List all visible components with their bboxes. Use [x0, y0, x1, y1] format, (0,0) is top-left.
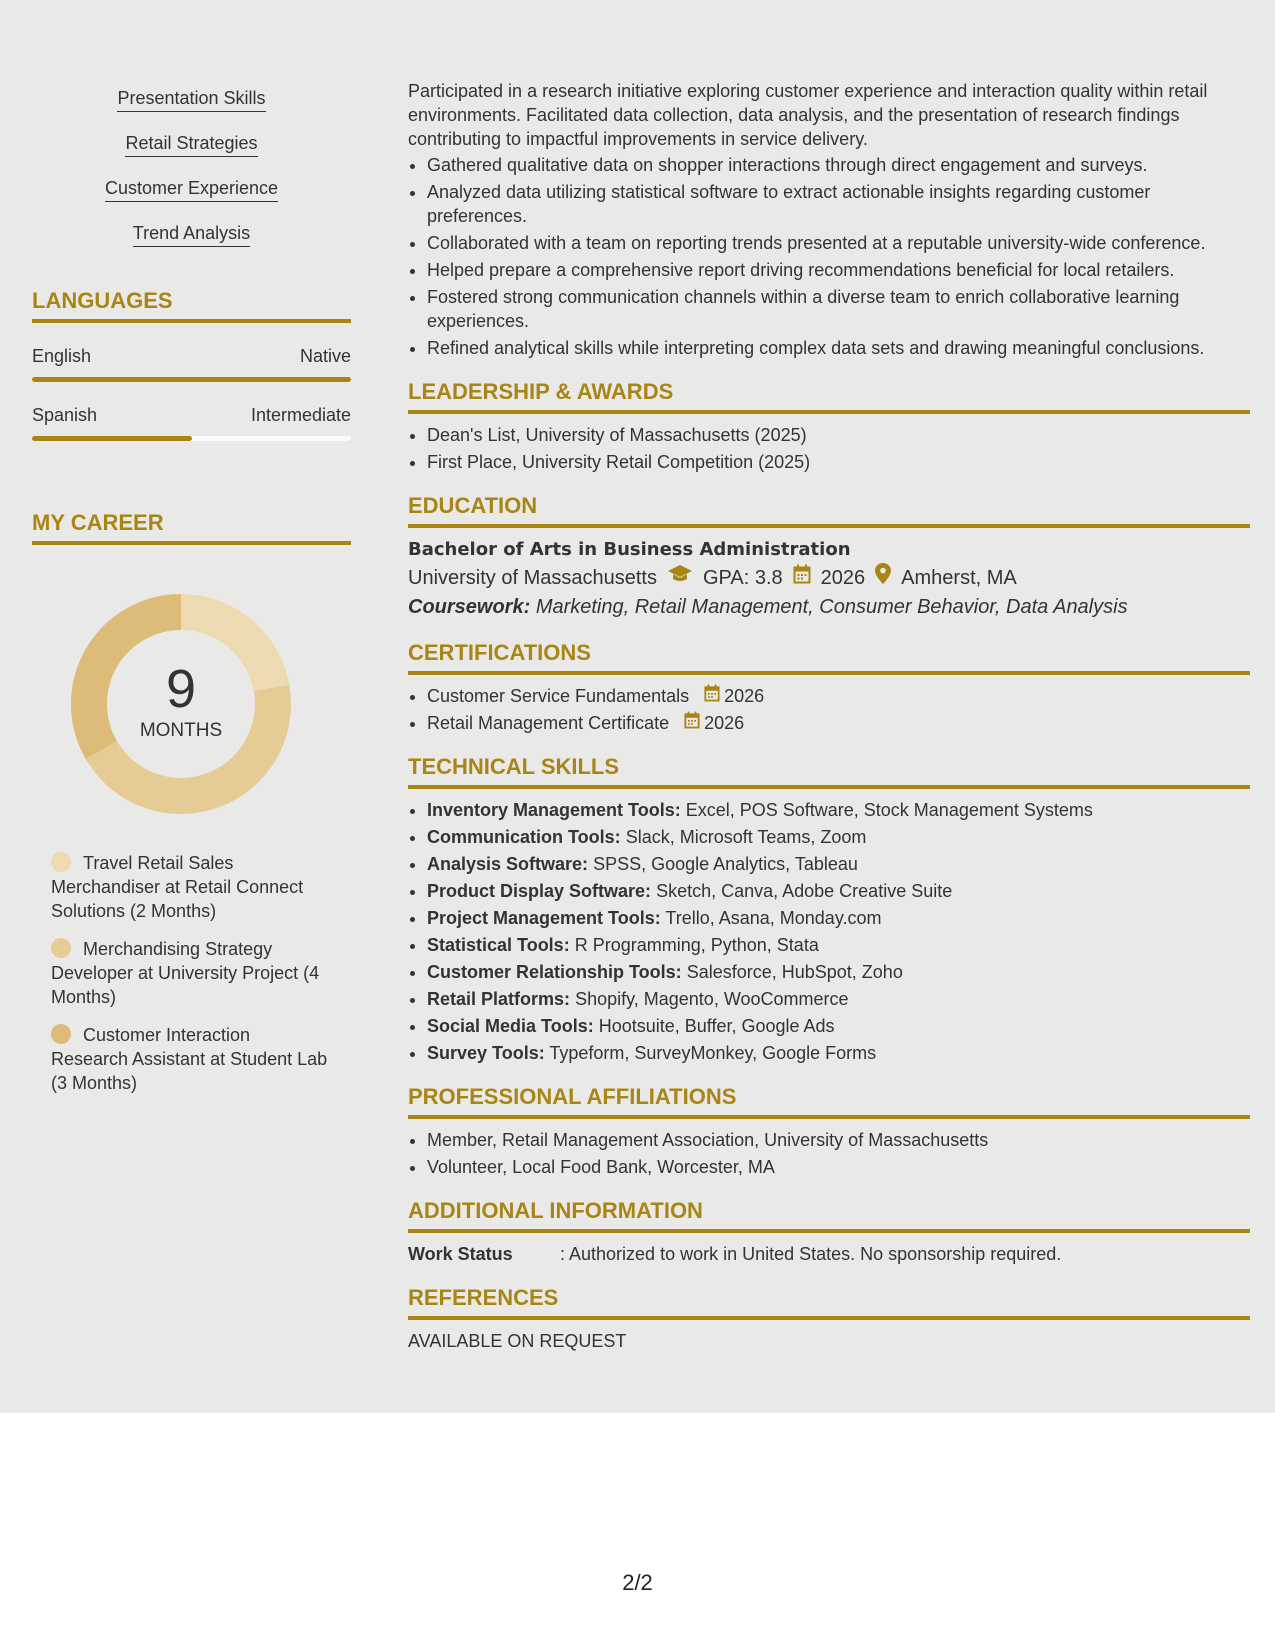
degree-title: Bachelor of Arts in Business Administration [408, 539, 851, 560]
location-pin-icon [875, 563, 891, 593]
career-role: Customer Interaction Research Assistant at Student Lab (3 Months) [51, 1025, 328, 1093]
skill-category: Analysis Software: [427, 854, 589, 874]
coursework [408, 593, 1250, 621]
experience-summary: Participated in a research initiative exploring customer experience and interaction quality within retail environments. Facilitated data collection, data analysis, and the presentation of research findings contributing to impactful improvements in service delivery. [408, 81, 1208, 149]
skill-tag: Customer Experience [105, 176, 278, 202]
skills-list [32, 86, 351, 247]
left-column [32, 86, 351, 1109]
skill-category: Project Management Tools: [427, 908, 661, 928]
technical-skill-item [427, 960, 1250, 984]
work-status-label: Work Status [408, 1244, 513, 1264]
technical-skills-heading: TECHNICAL SKILLS [408, 753, 1250, 789]
references-text: AVAILABLE ON REQUEST [408, 1331, 627, 1351]
certification-date [684, 711, 744, 735]
technical-skill-item [427, 1041, 1250, 1065]
leadership-heading: LEADERSHIP & AWARDS [408, 378, 1250, 414]
certification-year: 2026 [704, 713, 745, 733]
certification-item [427, 684, 1250, 708]
school-location: Amherst, MA [901, 567, 1017, 589]
technical-skill-item [427, 933, 1250, 957]
skill-category: Retail Platforms: [427, 989, 571, 1009]
experience-bullet: • Analyzed data utilizing statistical software to extract actionable insights regarding customer preferences. [427, 180, 1250, 228]
certification-item [427, 711, 1250, 735]
calendar-icon [684, 711, 700, 735]
career-legend-item [51, 1023, 331, 1095]
skill-values: Trello, Asana, Monday.com [665, 908, 882, 928]
technical-skill-item [427, 852, 1250, 876]
affiliations-section [408, 1083, 1250, 1179]
leadership-section [408, 378, 1250, 474]
school-name: University of Massachusetts [408, 567, 657, 589]
experience-bullet: • Gathered qualitative data on shopper interactions through direct engagement and surveys. [427, 153, 1250, 177]
technical-skills-section [408, 753, 1250, 1065]
technical-skill-item [427, 987, 1250, 1011]
language-item [32, 404, 351, 441]
skill-values: Slack, Microsoft Teams, Zoom [625, 827, 867, 847]
skill-category: Product Display Software: [427, 881, 652, 901]
certifications-section [408, 639, 1250, 735]
career-role: Merchandising Strategy Developer at University Project (4 Months) [51, 939, 320, 1007]
coursework-list: Marketing, Retail Management, Consumer Behavior, Data Analysis [535, 596, 1128, 618]
experience-bullet: • Refined analytical skills while interpreting complex data sets and drawing meaningful conclusions. [427, 336, 1250, 360]
legend-dot [51, 852, 71, 872]
skill-category: Customer Relationship Tools: [427, 962, 682, 982]
education-section [408, 492, 1250, 621]
legend-dot [51, 1024, 71, 1044]
technical-skill-item [427, 798, 1250, 822]
references-heading: REFERENCES [408, 1284, 1250, 1320]
experience-bullet: • Fostered strong communication channels within a diverse team to enrich collaborative learning experiences. [427, 285, 1250, 333]
graduation-year: 2026 [820, 567, 866, 589]
language-name: Spanish [32, 405, 98, 425]
technical-skill-item [427, 879, 1250, 903]
certification-name: Retail Management Certificate [427, 713, 670, 733]
legend-dot [51, 938, 71, 958]
certifications-heading: CERTIFICATIONS [408, 639, 1250, 675]
coursework-label: Coursework: [408, 596, 531, 618]
language-proficiency-fill [32, 436, 192, 441]
skill-category: Communication Tools: [427, 827, 621, 847]
certification-name: Customer Service Fundamentals [427, 686, 690, 706]
work-status-value: : Authorized to work in United States. No sponsorship required. [560, 1244, 1062, 1264]
additional-info-heading: ADDITIONAL INFORMATION [408, 1197, 1250, 1233]
affiliations-heading: PROFESSIONAL AFFILIATIONS [408, 1083, 1250, 1119]
skill-values: SPSS, Google Analytics, Tableau [593, 854, 858, 874]
certification-date [704, 684, 764, 708]
technical-skill-item [427, 825, 1250, 849]
award-item: • First Place, University Retail Competition (2025) [427, 450, 1250, 474]
experience-section [408, 79, 1250, 360]
career-legend [32, 851, 331, 1095]
language-item [32, 345, 351, 382]
skill-category: Inventory Management Tools: [427, 800, 681, 820]
skill-category: Statistical Tools: [427, 935, 570, 955]
graduation-cap-icon [667, 563, 693, 593]
skill-tag: Retail Strategies [125, 131, 257, 157]
language-proficiency-bar [32, 436, 351, 441]
skill-values: R Programming, Python, Stata [574, 935, 819, 955]
language-level: Intermediate [250, 405, 351, 425]
gpa: GPA: 3.8 [702, 567, 783, 589]
affiliation-item: • Member, Retail Management Association, University of Massachusetts [427, 1128, 1250, 1152]
language-proficiency-fill [32, 377, 351, 382]
work-status-row [408, 1242, 1250, 1266]
certifications-list [408, 684, 1250, 735]
skill-tag: Trend Analysis [133, 221, 250, 247]
award-item: • Dean's List, University of Massachusetts (2025) [427, 423, 1250, 447]
additional-info-section [408, 1197, 1250, 1266]
language-name: English [32, 346, 92, 366]
experience-bullet: • Collaborated with a team on reporting trends presented at a reputable university-wide conference. [427, 231, 1250, 255]
skill-values: Sketch, Canva, Adobe Creative Suite [656, 881, 953, 901]
calendar-icon [793, 563, 811, 593]
skill-values: Excel, POS Software, Stock Management Systems [685, 800, 1093, 820]
right-column [408, 79, 1250, 1353]
career-donut-chart [66, 589, 296, 819]
skill-values: Typeform, SurveyMonkey, Google Forms [549, 1043, 877, 1063]
career-total-unit: MONTHS [139, 720, 223, 741]
language-level: Native [299, 346, 351, 366]
affiliation-item: • Volunteer, Local Food Bank, Worcester, MA [427, 1155, 1250, 1179]
skill-tag: Presentation Skills [117, 86, 265, 112]
education-heading: EDUCATION [408, 492, 1250, 528]
leadership-list [408, 423, 1250, 474]
career-role: Travel Retail Sales Merchandiser at Retail Connect Solutions (2 Months) [51, 853, 304, 921]
career-total-months: 9 [165, 659, 197, 719]
education-details [408, 563, 1250, 593]
page-number: 2/2 [622, 1570, 653, 1595]
skill-values: Salesforce, HubSpot, Zoho [686, 962, 903, 982]
technical-skill-item [427, 906, 1250, 930]
career-legend-item [51, 937, 331, 1009]
skill-values: Hootsuite, Buffer, Google Ads [598, 1016, 835, 1036]
experience-bullets [408, 153, 1250, 360]
skill-values: Shopify, Magento, WooCommerce [575, 989, 849, 1009]
career-heading: MY CAREER [32, 509, 351, 545]
technical-skill-item [427, 1014, 1250, 1038]
certification-year: 2026 [724, 686, 765, 706]
skill-category: Survey Tools: [427, 1043, 545, 1063]
technical-skills-list [408, 798, 1250, 1065]
language-proficiency-bar [32, 377, 351, 382]
affiliations-list [408, 1128, 1250, 1179]
career-legend-item [51, 851, 331, 923]
calendar-icon [704, 684, 720, 708]
experience-bullet: • Helped prepare a comprehensive report driving recommendations beneficial for local retailers. [427, 258, 1250, 282]
languages-heading: LANGUAGES [32, 287, 351, 323]
skill-category: Social Media Tools: [427, 1016, 594, 1036]
references-section [408, 1284, 1250, 1353]
